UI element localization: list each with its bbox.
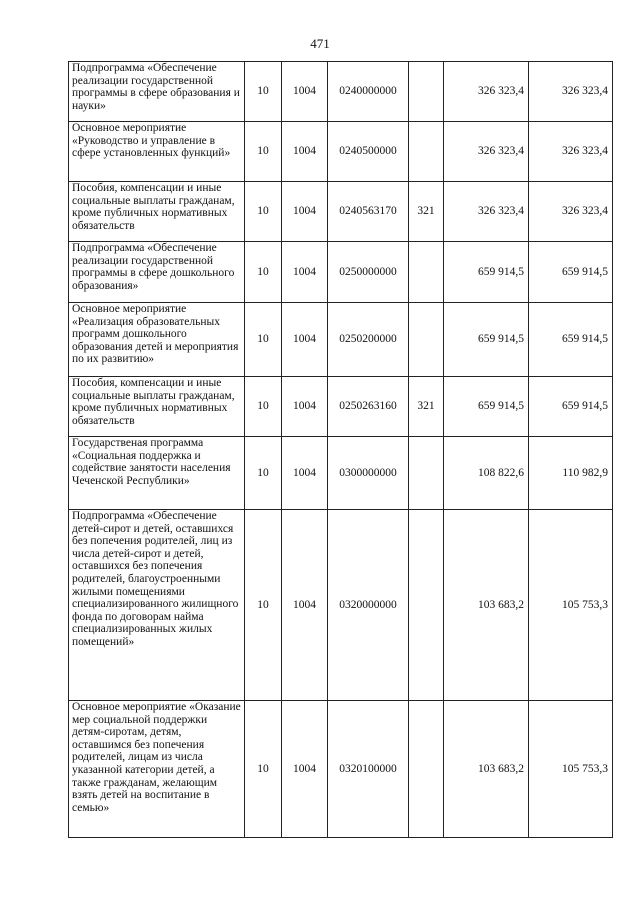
expense-type-cell: [409, 437, 444, 510]
subsection-code-cell: 1004: [282, 437, 328, 510]
table-row: [69, 62, 613, 122]
subsection-code-cell: 1004: [282, 701, 328, 838]
amount-year1-cell: 326 323,4: [444, 182, 529, 242]
row-name-cell: Подпрограмма «Обеспечение реализации государственной программы в сфере образования и науки»: [69, 62, 245, 122]
subsection-code-cell: 1004: [282, 122, 328, 182]
target-article-cell: 0240500000: [328, 122, 409, 182]
subsection-code-cell: 1004: [282, 303, 328, 377]
amount-year2-cell: 110 982,9: [529, 437, 613, 510]
amount-year2-cell: 105 753,3: [529, 701, 613, 838]
expense-type-cell: [409, 510, 444, 701]
section-code-cell: 10: [245, 62, 282, 122]
expense-type-cell: [409, 303, 444, 377]
section-code-cell: 10: [245, 122, 282, 182]
table-row: [69, 701, 613, 838]
row-name-cell: Основное мероприятие «Руководство и управление в сфере установленных функций»: [69, 122, 245, 182]
row-name-cell: Пособия, компенсации и иные социальные выплаты гражданам, кроме публичных нормативных обязательств: [69, 377, 245, 437]
section-code-cell: 10: [245, 303, 282, 377]
row-name-cell: Подпрограмма «Обеспечение детей-сирот и детей, оставшихся без попечения родителей, лиц из числа детей-сирот и детей, оставшихся без попечения родителей, благоустроенными жилыми помещениями специализированного жилищного фонда по договорам найма специализированных жилых помещений»: [69, 510, 245, 701]
subsection-code-cell: 1004: [282, 242, 328, 303]
section-code-cell: 10: [245, 377, 282, 437]
expense-type-cell: [409, 62, 444, 122]
target-article-cell: 0250200000: [328, 303, 409, 377]
amount-year1-cell: 326 323,4: [444, 122, 529, 182]
row-name-cell: Пособия, компенсации и иные социальные выплаты гражданам, кроме публичных нормативных обязательств: [69, 182, 245, 242]
target-article-cell: 0240000000: [328, 62, 409, 122]
expense-type-cell: [409, 701, 444, 838]
budget-table: [68, 61, 613, 838]
amount-year1-cell: 659 914,5: [444, 377, 529, 437]
subsection-code-cell: 1004: [282, 182, 328, 242]
target-article-cell: 0250000000: [328, 242, 409, 303]
row-name-cell: Подпрограмма «Обеспечение реализации государственной программы в сфере дошкольного образования»: [69, 242, 245, 303]
table-row: [69, 122, 613, 182]
target-article-cell: 0240563170: [328, 182, 409, 242]
row-name-cell: Основное мероприятие «Реализация образовательных программ дошкольного образования детей и мероприятия по их развитию»: [69, 303, 245, 377]
target-article-cell: 0320000000: [328, 510, 409, 701]
table-row: [69, 182, 613, 242]
amount-year2-cell: 326 323,4: [529, 182, 613, 242]
expense-type-cell: 321: [409, 182, 444, 242]
amount-year1-cell: 103 683,2: [444, 701, 529, 838]
amount-year2-cell: 659 914,5: [529, 303, 613, 377]
section-code-cell: 10: [245, 437, 282, 510]
table-row: [69, 242, 613, 303]
row-name-cell: Основное мероприятие «Оказание мер социальной поддержки детям-сиротам, детям, оставшимся без попечения родителей, лицам из числа указанной категории детей, а также гражданам, желающим взять детей на воспитание в семью»: [69, 701, 245, 838]
amount-year2-cell: 659 914,5: [529, 377, 613, 437]
section-code-cell: 10: [245, 182, 282, 242]
amount-year1-cell: 108 822,6: [444, 437, 529, 510]
amount-year1-cell: 326 323,4: [444, 62, 529, 122]
target-article-cell: 0320100000: [328, 701, 409, 838]
target-article-cell: 0300000000: [328, 437, 409, 510]
page-number: 471: [310, 36, 330, 51]
table-row: [69, 303, 613, 377]
amount-year2-cell: 326 323,4: [529, 122, 613, 182]
table-row: [69, 377, 613, 437]
section-code-cell: 10: [245, 701, 282, 838]
expense-type-cell: [409, 242, 444, 303]
amount-year2-cell: 105 753,3: [529, 510, 613, 701]
amount-year2-cell: 326 323,4: [529, 62, 613, 122]
amount-year1-cell: 103 683,2: [444, 510, 529, 701]
amount-year1-cell: 659 914,5: [444, 303, 529, 377]
subsection-code-cell: 1004: [282, 377, 328, 437]
subsection-code-cell: 1004: [282, 510, 328, 701]
subsection-code-cell: 1004: [282, 62, 328, 122]
section-code-cell: 10: [245, 510, 282, 701]
row-name-cell: Государственая программа «Социальная поддержка и содействие занятости населения Чеченской Республики»: [69, 437, 245, 510]
expense-type-cell: 321: [409, 377, 444, 437]
section-code-cell: 10: [245, 242, 282, 303]
target-article-cell: 0250263160: [328, 377, 409, 437]
table-row: [69, 510, 613, 701]
table-row: [69, 437, 613, 510]
expense-type-cell: [409, 122, 444, 182]
amount-year1-cell: 659 914,5: [444, 242, 529, 303]
amount-year2-cell: 659 914,5: [529, 242, 613, 303]
